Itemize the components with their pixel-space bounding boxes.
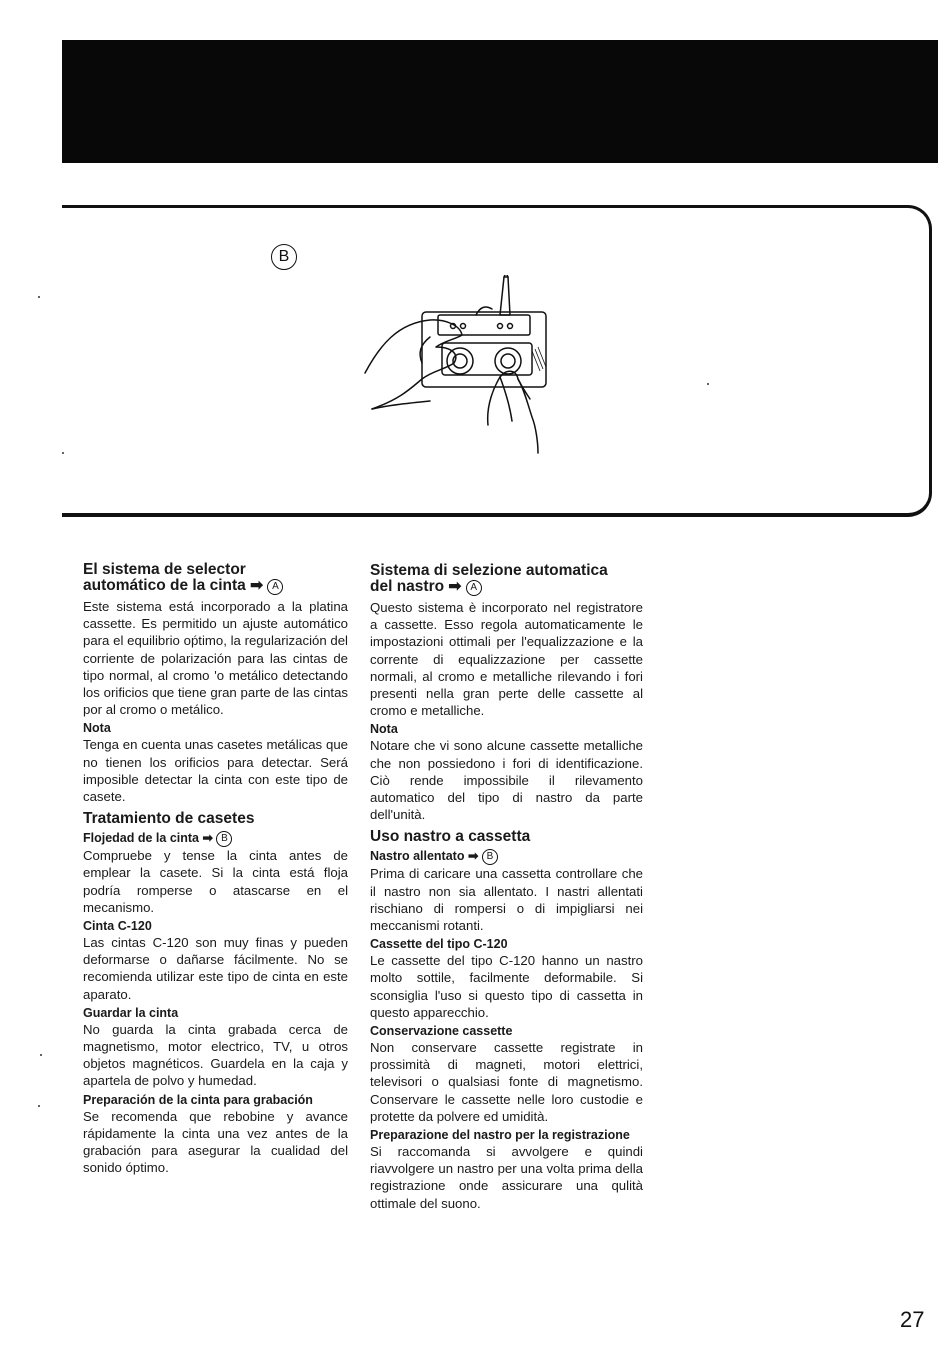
arrow-icon: ➡ (467, 849, 479, 864)
header-black-bar (62, 40, 938, 163)
figure-label-b: B (271, 244, 297, 270)
italian-allentato-heading (370, 848, 643, 865)
italian-conservazione-heading: Conservazione cassette (370, 1024, 513, 1039)
spanish-flojedad-heading (83, 830, 348, 847)
italian-preparazione-text: Si raccomanda si avvolgere e quindi riavvolgere un nastro per una volta prima della registrazione onde assicurare una qulità ottimale del suono. (370, 1144, 643, 1211)
spanish-preparacion-text: Se recomenda que rebobine y avance rápidamente la cinta una vez antes de la grabación para asegurar la cualidad del sonido óptimo. (83, 1108, 348, 1176)
spanish-section2-title: Tratamiento de casetes (83, 810, 255, 828)
pencil (500, 277, 510, 315)
italian-title-line2: del nastro (370, 578, 445, 595)
spanish-guardar-heading: Guardar la cinta (83, 1005, 179, 1020)
right-reel (495, 348, 521, 374)
arrow-icon: ➡ (250, 577, 264, 594)
scan-speck (707, 383, 709, 385)
scan-speck (40, 1054, 42, 1056)
arrow-icon: ➡ (202, 831, 213, 846)
italian-conservazione-text: Non conservare cassette registrate in prossimità di magneti, motori elettrici, televisori o qualsiasi fonte di magnetismo. Conservare le cassette nelle loro custodie e protette da polvere ed umidità. (370, 1040, 643, 1124)
right-hand (488, 371, 538, 453)
spanish-title-line1: El sistema de selector (83, 561, 246, 578)
scan-speck (38, 1105, 40, 1107)
ref-a-icon: A (267, 579, 283, 595)
italian-nota-text: Notare che vi sono alcune cassette metalliche che non possiedono i fori di identificazione. Ciò rende impossibile il rilevamento automatico del tipo di nastro da parte dell'unità. (370, 738, 643, 823)
ref-b-icon: B (482, 849, 498, 865)
spanish-preparacion-heading: Preparación de la cinta para grabación (83, 1092, 313, 1107)
italian-title (370, 563, 643, 596)
italian-intro: Questo sistema è incorporato nel registratore a cassette. Esso regola automaticamente le impostazioni ottimali per l'equalizzazione e la corrente di equalizzazione per cassette normali, al cromo e metalliche rilevando i fori presenti nella gran perte delle cassette al cromo e metalliche. (370, 600, 643, 719)
spanish-guardar-text: No guarda la cinta grabada cerca de magnetismo, motor electrico, TV, u otros objetos magnéticos. Guardela en la caja y apartela de polvo y humedad. (83, 1021, 348, 1089)
spanish-column (83, 562, 348, 1176)
ref-b-icon: B (216, 831, 232, 847)
italian-nota-heading: Nota (370, 722, 398, 737)
spanish-nota-text: Tenga en cuenta unas casetes metálicas que no tienen los orificios para detectar. Será imposible detectar la cinta con este tipo de casete. (83, 737, 348, 805)
italian-allentato-text: Prima di caricare una cassetta controllare che il nastro non sia allentato. I nastri allentati rischiano di rompersi o di impigliarsi nei meccanismi rotanti. (370, 866, 643, 934)
spanish-nota-heading: Nota (83, 721, 111, 736)
spanish-flojedad-text: Compruebe y tense la cinta antes de emplear la casete. Si la cinta está floja podría romperse o atascarse en el mecanismo. (83, 848, 348, 915)
flojedad-label: Flojedad de la cinta (83, 831, 199, 846)
scan-speck (62, 452, 64, 454)
arrow-icon: ➡ (448, 578, 462, 595)
allentato-label: Nastro allentato (370, 849, 465, 864)
cassette-tightening-illustration (360, 275, 565, 460)
page-number: 27 (900, 1307, 925, 1332)
italian-preparazione-heading: Preparazione del nastro per la registrazione (370, 1128, 630, 1143)
italian-title-line1: Sistema di selezione automatica (370, 562, 608, 579)
spanish-title (83, 562, 348, 595)
spanish-c120-heading: Cinta C-120 (83, 919, 152, 934)
spanish-intro: Este sistema está incorporado a la platina cassette. Es permitido un ajuste automático para el equilibrio oṕtimo, la regularización del corriente de polarización para las cintas de tipo normal, al cromo 'o metálico detectando los orificios que tiene gran parte de las cintas por al cromo o metálico. (83, 599, 348, 718)
ref-a-icon: A (466, 580, 482, 596)
left-reel (447, 348, 473, 374)
spanish-c120-text: Las cintas C-120 son muy finas y pueden deformarse o dañarse fácilmente. No se recomienda utilizar este tipo de cinta en este aparato. (83, 935, 348, 1002)
italian-column (370, 563, 643, 1212)
scan-speck (38, 296, 40, 298)
italian-c120-heading: Cassette del tipo C-120 (370, 937, 508, 952)
italian-c120-text: Le cassette del tipo C-120 hanno un nastro molto sottile, facilmente deformabile. Si sconsiglia l'uso si questo tipo di cassetta in questo apparecchio. (370, 953, 643, 1020)
italian-section2-title: Uso nastro a cassetta (370, 828, 531, 846)
spanish-title-line2: automático de la cinta (83, 577, 246, 594)
